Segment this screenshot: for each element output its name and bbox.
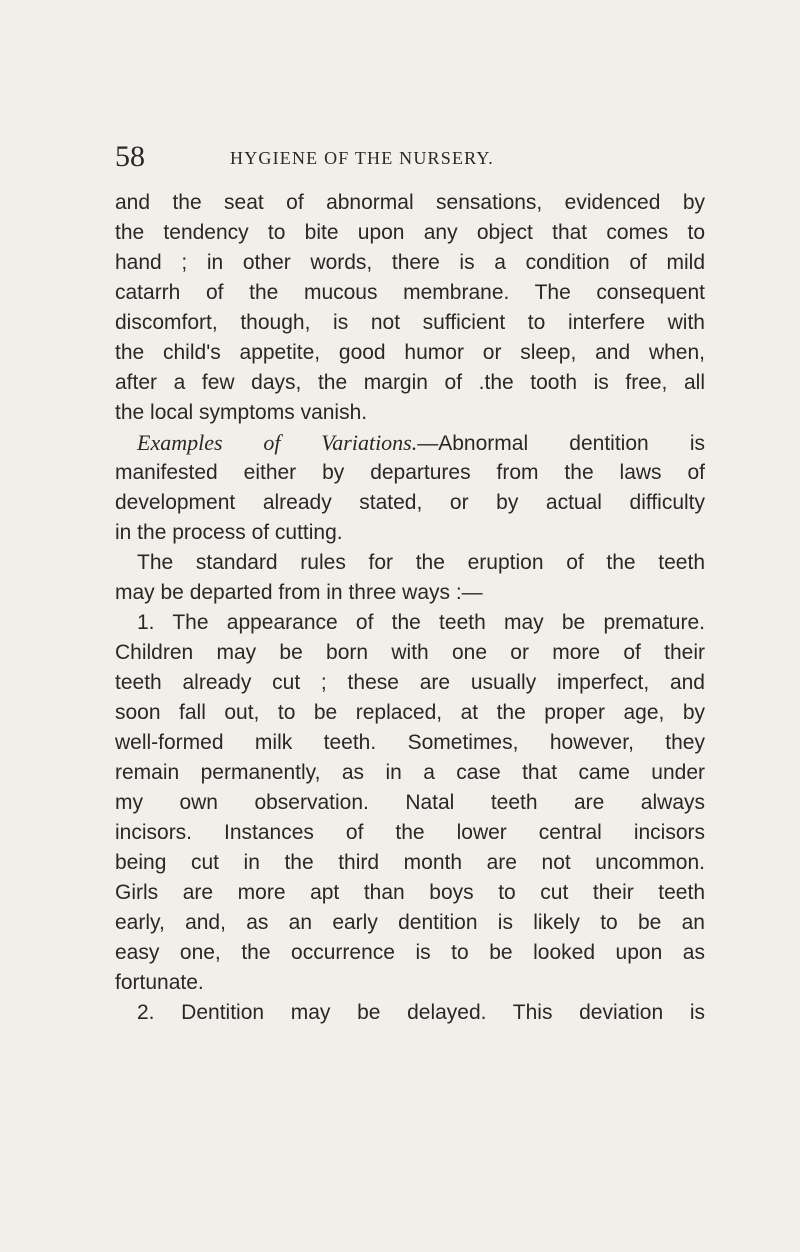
text-line: being cut in the third month are not uncommon. — [115, 851, 705, 874]
text-line: The standard rules for the eruption of the teeth — [137, 551, 705, 574]
text-line: may be departed from in three ways :— — [115, 581, 483, 604]
running-head — [115, 142, 715, 176]
text-line: the tendency to bite upon any object that comes to — [115, 221, 705, 244]
text-line: catarrh of the mucous membrane. The consequent — [115, 281, 705, 304]
text-line: hand ; in other words, there is a condition of mild — [115, 251, 705, 274]
page-number: 58 — [115, 140, 145, 173]
section-lead-text: —Abnormal dentition is — [417, 432, 705, 455]
text-line: fortunate. — [115, 971, 204, 994]
text-line: and the seat of abnormal sensations, evidenced by — [115, 191, 705, 214]
text-line: Children may be born with one or more of their — [115, 641, 705, 664]
text-line: discomfort, though, is not sufficient to interfere with — [115, 311, 705, 334]
section-heading: Examples of Variations. — [137, 430, 418, 455]
text-line: early, and, as an early dentition is likely to be an — [115, 911, 705, 934]
text-line: development already stated, or by actual difficulty — [115, 491, 705, 514]
text-line: incisors. Instances of the lower central incisors — [115, 821, 705, 844]
text-line: easy one, the occurrence is to be looked upon as — [115, 941, 705, 964]
text-line: teeth already cut ; these are usually imperfect, and — [115, 671, 705, 694]
text-line: my own observation. Natal teeth are always — [115, 791, 705, 814]
section-lead-line — [115, 428, 705, 458]
list-item-line: 1. The appearance of the teeth may be premature. — [137, 611, 705, 634]
text-line: manifested either by departures from the laws of — [115, 461, 705, 484]
text-line: well-formed milk teeth. Sometimes, however, they — [115, 731, 705, 754]
text-line: the local symptoms vanish. — [115, 401, 368, 424]
body-text — [115, 188, 705, 1028]
text-line: in the process of cutting. — [115, 521, 343, 544]
text-line: Girls are more apt than boys to cut their teeth — [115, 881, 705, 904]
text-line: remain permanently, as in a case that came under — [115, 761, 705, 784]
text-line: the child's appetite, good humor or sleep, and when, — [115, 341, 705, 364]
running-title: HYGIENE OF THE NURSERY. — [230, 148, 494, 168]
text-line: after a few days, the margin of .the tooth is free, all — [115, 371, 705, 394]
list-item-line: 2. Dentition may be delayed. This deviation is — [137, 1001, 705, 1024]
text-line: soon fall out, to be replaced, at the proper age, by — [115, 701, 705, 724]
